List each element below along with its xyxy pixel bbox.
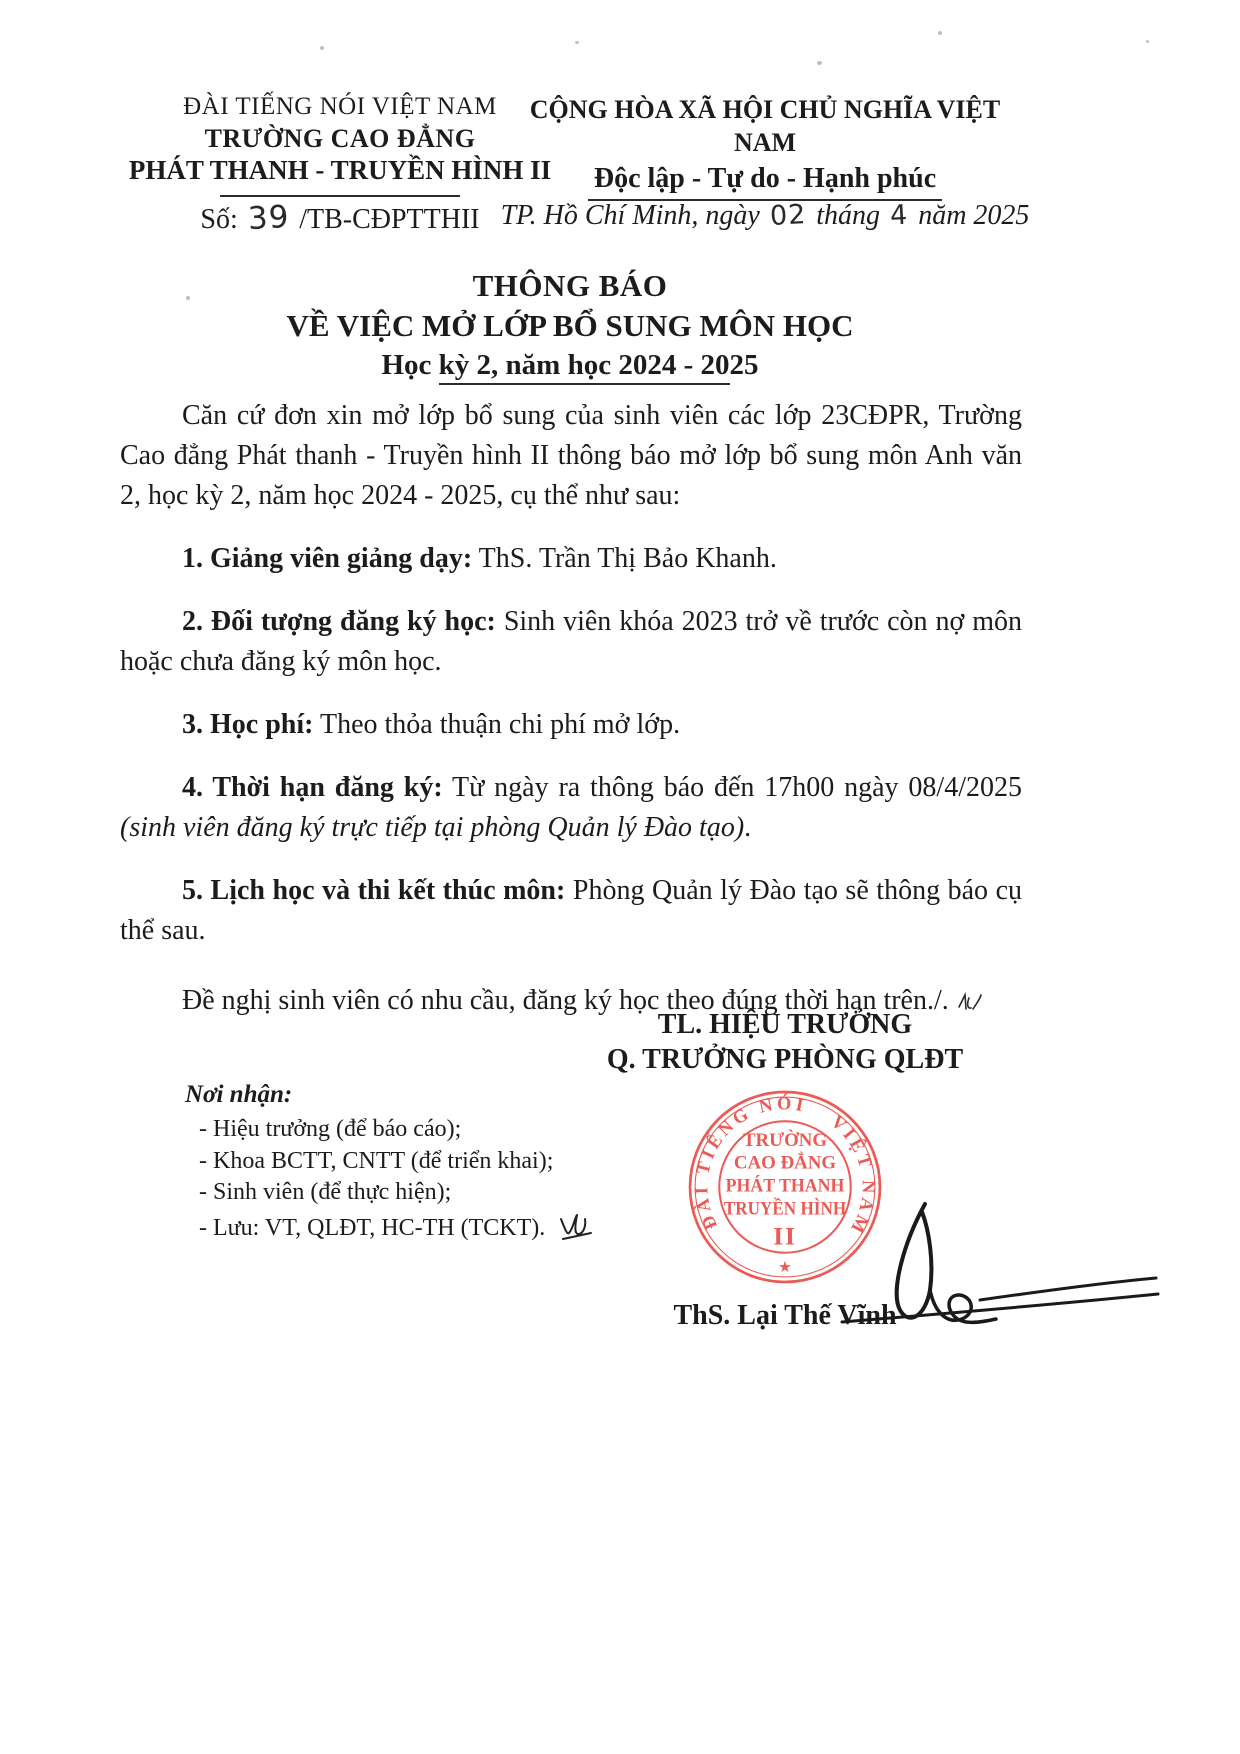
stamp-inner-line1: TRƯỜNG — [743, 1129, 829, 1151]
item-4-label: 4. Thời hạn đăng ký: — [182, 772, 443, 804]
stamp-outer-text-left: ĐÀI TIẾNG NÓI — [691, 1093, 809, 1233]
item-4 — [120, 768, 1022, 848]
doc-number-handwritten: 39 — [246, 198, 291, 238]
school-name-line2: PHÁT THANH - TRUYỀN HÌNH II — [128, 155, 552, 186]
recipients-heading: Nơi nhận: — [185, 1081, 293, 1108]
item-4-text: Từ ngày ra thông báo đến 17h00 ngày 08/4/2025 — [452, 772, 1022, 804]
stamp-inner-line2: CAO ĐẲNG — [733, 1152, 838, 1174]
stamp-inner-line4: TRUYỀN HÌNH — [723, 1198, 861, 1220]
scan-speck — [575, 41, 579, 44]
signer-authority-line1: TL. HIỆU TRƯỞNG — [657, 1009, 913, 1040]
title-line2: VỀ VIỆC MỞ LỚP BỔ SUNG MÔN HỌC — [286, 308, 854, 344]
recipient-item: - Khoa BCTT, CNTT (để triển khai); — [199, 1147, 554, 1174]
school-name-line1: TRƯỜNG CAO ĐẲNG — [204, 123, 476, 153]
national-title: CỘNG HÒA XÃ HỘI CHỦ NGHĨA VIỆT NAM — [529, 95, 1001, 157]
recipient-item-text: - Lưu: VT, QLĐT, HC-TH (TCKT). — [199, 1215, 546, 1242]
month-word: tháng — [816, 200, 880, 231]
document-title-block — [120, 266, 1020, 384]
title-line3-underlined: kỳ 2, năm học 2024 - 20 — [439, 349, 730, 385]
item-3-label: 3. Học phí: — [182, 709, 314, 741]
stamp-and-signature-area — [680, 1082, 890, 1292]
place-date-line — [500, 200, 1030, 232]
letterhead-divider — [220, 195, 460, 197]
month-handwritten: 4 — [889, 199, 909, 232]
document-body — [120, 396, 1022, 1021]
item-3 — [120, 705, 1022, 745]
stamp-inner-line3: PHÁT THANH — [725, 1175, 854, 1197]
title-line3-pre: Học — [381, 348, 439, 381]
item-1-label: 1. Giảng viên giảng dạy: — [182, 543, 473, 575]
item-2-text: Sinh viên khóa 2023 trở về trước còn nợ môn hoặc chưa đăng ký môn học. — [120, 606, 1022, 678]
title-line3 — [120, 347, 1020, 385]
signer-name: ThS. Lại Thế Vĩnh — [673, 1300, 897, 1331]
recipients-block — [185, 1078, 597, 1245]
scan-speck — [320, 46, 324, 50]
item-4-italic-note: (sinh viên đăng ký trực tiếp tại phòng Quản lý Đào tạo) — [120, 812, 745, 844]
signer-authority-line2: Q. TRƯỞNG PHÒNG QLĐT — [606, 1044, 964, 1075]
stamp-inner-line5: II — [773, 1221, 797, 1251]
item-1-text: ThS. Trần Thị Bảo Khanh. — [478, 543, 777, 575]
national-motto: Độc lập - Tự do - Hạnh phúc — [588, 161, 942, 201]
recipient-item: - Sinh viên (để thực hiện); — [199, 1179, 452, 1206]
doc-number-label: Số: — [200, 204, 238, 235]
scan-speck — [817, 61, 822, 65]
recipient-item — [185, 1209, 597, 1245]
day-handwritten: 02 — [769, 199, 808, 232]
doc-number-suffix: /TB-CĐPTTHII — [299, 204, 480, 235]
item-2-label: 2. Đối tượng đăng ký học: — [182, 606, 496, 638]
item-5-label: 5. Lịch học và thi kết thúc môn: — [182, 875, 566, 907]
parent-agency-name: ĐÀI TIẾNG NÓI VIỆT NAM — [183, 93, 497, 120]
title-line3-post: 25 — [729, 348, 759, 381]
place-prefix: TP. Hồ Chí Minh, ngày — [500, 200, 760, 231]
national-header-block — [500, 94, 1030, 201]
scan-speck — [938, 31, 942, 35]
item-1 — [120, 539, 1022, 579]
signature-block — [555, 1008, 1015, 1332]
scan-speck — [1146, 40, 1149, 43]
item-4-after: . — [744, 812, 752, 844]
item-5 — [120, 871, 1022, 951]
item-2 — [120, 602, 1022, 682]
title-line1: THÔNG BÁO — [472, 268, 668, 303]
item-3-text: Theo thỏa thuận chi phí mở lớp. — [319, 709, 681, 741]
stamp-star: ★ — [778, 1258, 792, 1276]
stamp-outer-text-right: VIỆT NAM — [827, 1111, 879, 1240]
closing-text: Đề nghị sinh viên có nhu cầu, đăng ký học theo đúng thời hạn trên./. — [182, 985, 949, 1017]
item-5-text: Phòng Quản lý Đào tạo sẽ thông báo cụ thể sau. — [120, 875, 1023, 947]
intro-paragraph: Căn cứ đơn xin mở lớp bổ sung của sinh viên các lớp 23CĐPR, Trường Cao đẳng Phát thanh - Truyền hình II thông báo mở lớp bổ sung môn Anh văn 2, học kỳ 2, năm học 2024 - 2025, cụ thể như sau: — [120, 400, 1022, 512]
year-text: năm 2025 — [918, 200, 1030, 231]
handwritten-signature — [830, 1182, 1160, 1372]
recipient-item: - Hiệu trưởng (để báo cáo); — [199, 1116, 462, 1142]
